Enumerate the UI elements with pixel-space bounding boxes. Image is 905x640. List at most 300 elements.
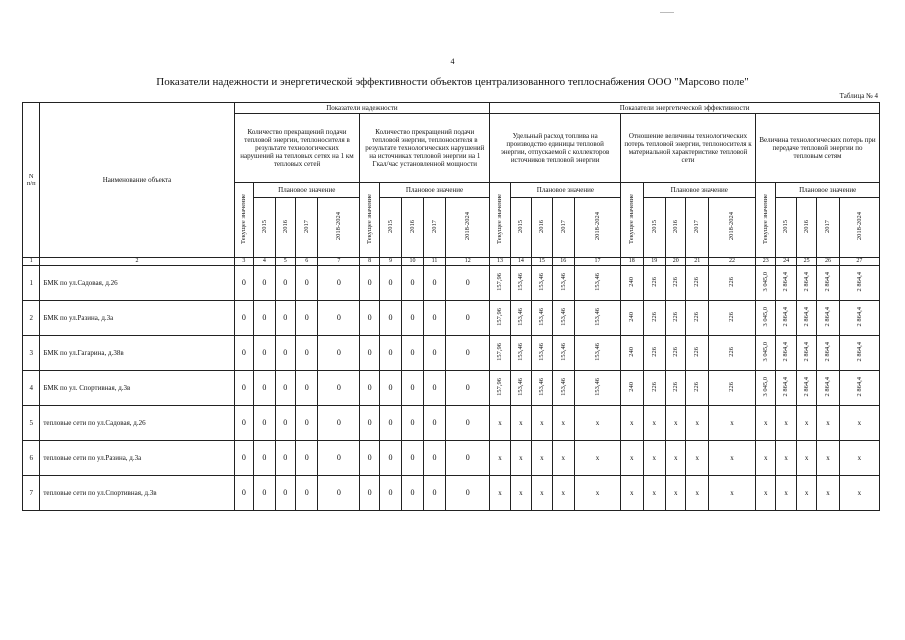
table-row <box>23 441 880 476</box>
value-cell <box>318 371 360 406</box>
value-cell <box>295 476 317 511</box>
value-text: 0 <box>465 278 470 288</box>
year-header <box>275 198 295 258</box>
value-text: 0 <box>432 383 437 393</box>
value-cell <box>402 301 423 336</box>
value-text: 0 <box>336 278 341 288</box>
year-label: 2015 <box>782 219 790 233</box>
value-cell <box>686 301 708 336</box>
value-cell <box>234 266 253 301</box>
value-text: x <box>561 488 566 497</box>
object-name: тепловые сети по ул.Садовая, д.26 <box>40 406 234 441</box>
value-text: 2 864,4 <box>802 342 810 362</box>
value-cell <box>839 266 879 301</box>
value-text: x <box>595 488 600 497</box>
value-text: x <box>804 453 809 462</box>
scan-artifact <box>660 12 674 13</box>
value-text: 2 864,4 <box>824 272 832 292</box>
column-number: 22 <box>708 258 755 266</box>
value-text: x <box>804 488 809 497</box>
value-cell <box>402 371 423 406</box>
value-cell <box>621 336 643 371</box>
value-text: x <box>519 488 523 497</box>
table-row <box>23 406 880 441</box>
value-cell <box>360 336 379 371</box>
value-text: 2 864,4 <box>782 307 790 327</box>
year-header <box>254 198 275 258</box>
value-text: 153,46 <box>538 308 546 326</box>
value-cell <box>275 301 295 336</box>
value-text: 0 <box>367 383 372 393</box>
value-text: 0 <box>432 278 437 288</box>
value-cell <box>708 301 755 336</box>
value-cell <box>490 266 510 301</box>
value-text: 0 <box>388 453 393 463</box>
value-cell <box>490 406 510 441</box>
value-cell <box>839 406 879 441</box>
value-cell <box>510 441 531 476</box>
value-text: 2 864,4 <box>802 377 810 397</box>
value-text: x <box>763 488 768 497</box>
document-title: Показатели надежности и энергетической эффективности объектов централизованного теплоснабжения ООО "Марсово поле" <box>156 76 749 88</box>
value-text: 0 <box>388 488 393 498</box>
value-text: 0 <box>432 313 437 323</box>
object-name: БМК по ул.Садовая, д.26 <box>40 266 234 301</box>
value-text: 153,46 <box>538 273 546 291</box>
value-cell <box>839 441 879 476</box>
value-text: 153,46 <box>559 343 567 361</box>
value-text: 0 <box>262 488 267 498</box>
value-cell <box>708 441 755 476</box>
value-cell <box>275 476 295 511</box>
value-cell <box>666 476 686 511</box>
value-text: 3 045,0 <box>761 342 769 362</box>
column-number: 18 <box>621 258 643 266</box>
value-cell <box>510 476 531 511</box>
value-text: 226 <box>650 312 658 322</box>
planned-value-header: Плановое значение <box>510 183 620 198</box>
year-header <box>708 198 755 258</box>
value-text: 2 864,4 <box>782 342 790 362</box>
current-value-header <box>234 183 253 258</box>
value-cell <box>379 406 401 441</box>
value-text: 0 <box>388 348 393 358</box>
value-cell <box>686 441 708 476</box>
value-text: 2 864,4 <box>855 342 863 362</box>
year-header <box>666 198 686 258</box>
value-cell <box>532 301 552 336</box>
value-text: x <box>804 418 809 427</box>
value-cell <box>275 336 295 371</box>
column-number: 12 <box>446 258 490 266</box>
value-text: 0 <box>304 348 309 358</box>
value-cell <box>776 441 796 476</box>
value-text: 153,46 <box>517 273 525 291</box>
year-header <box>318 198 360 258</box>
value-cell <box>796 371 816 406</box>
value-cell <box>839 476 879 511</box>
column-number: 13 <box>490 258 510 266</box>
value-text: 240 <box>628 382 636 392</box>
value-text: x <box>826 488 830 497</box>
value-cell <box>796 301 816 336</box>
value-text: x <box>540 418 544 427</box>
value-text: 0 <box>241 418 246 428</box>
value-cell <box>686 371 708 406</box>
value-text: 157,96 <box>496 378 504 396</box>
value-cell <box>666 371 686 406</box>
value-cell <box>402 476 423 511</box>
value-text: 0 <box>241 348 246 358</box>
value-cell <box>510 301 531 336</box>
value-text: 0 <box>388 383 393 393</box>
value-text: 0 <box>304 313 309 323</box>
value-text: 0 <box>241 488 246 498</box>
value-cell <box>708 371 755 406</box>
column-number: 4 <box>254 258 275 266</box>
value-cell <box>552 336 574 371</box>
value-text: 153,46 <box>593 378 601 396</box>
value-cell <box>234 301 253 336</box>
value-text: 157,96 <box>496 273 504 291</box>
value-cell <box>839 371 879 406</box>
value-cell <box>552 301 574 336</box>
value-text: 240 <box>628 347 636 357</box>
value-cell <box>295 371 317 406</box>
value-text: x <box>498 488 502 497</box>
value-cell <box>275 441 295 476</box>
value-text: 0 <box>304 418 309 428</box>
value-text: 0 <box>304 383 309 393</box>
value-cell <box>796 476 816 511</box>
indicators-table <box>22 102 880 511</box>
value-cell <box>552 441 574 476</box>
value-cell <box>446 441 490 476</box>
value-text: 2 864,4 <box>802 307 810 327</box>
year-header <box>532 198 552 258</box>
subgroup-4-header: Отношение величины технологических потерь тепловой энергии, теплоносителя к материальной характеристике тепловой сети <box>621 114 756 183</box>
value-cell <box>234 371 253 406</box>
value-text: 0 <box>465 383 470 393</box>
year-label: 2015 <box>517 219 525 233</box>
value-cell <box>755 301 775 336</box>
column-number: 16 <box>552 258 574 266</box>
value-text: 3 045,0 <box>761 272 769 292</box>
value-text: 0 <box>367 418 372 428</box>
value-text: 0 <box>432 348 437 358</box>
value-cell <box>490 476 510 511</box>
value-cell <box>796 266 816 301</box>
value-cell <box>755 336 775 371</box>
value-text: 0 <box>241 278 246 288</box>
value-cell <box>755 406 775 441</box>
value-text: 0 <box>283 453 288 463</box>
row-number: 5 <box>23 406 40 441</box>
value-text: 157,96 <box>496 308 504 326</box>
value-cell <box>510 336 531 371</box>
value-cell <box>379 441 401 476</box>
value-text: 0 <box>388 418 393 428</box>
value-cell <box>490 441 510 476</box>
value-text: 0 <box>465 453 470 463</box>
year-header <box>643 198 665 258</box>
value-cell <box>575 441 621 476</box>
year-header <box>552 198 574 258</box>
value-cell <box>776 476 796 511</box>
value-text: x <box>630 488 634 497</box>
value-text: 226 <box>650 277 658 287</box>
year-header <box>575 198 621 258</box>
value-cell <box>796 336 816 371</box>
value-text: x <box>826 418 830 427</box>
value-cell <box>423 371 445 406</box>
column-number: 6 <box>295 258 317 266</box>
value-text: 0 <box>241 313 246 323</box>
value-cell <box>510 371 531 406</box>
value-cell <box>318 406 360 441</box>
value-cell <box>423 266 445 301</box>
value-cell <box>643 476 665 511</box>
object-name: БМК по ул.Гагарина, д.38в <box>40 336 234 371</box>
value-cell <box>776 336 796 371</box>
value-cell <box>360 441 379 476</box>
value-cell <box>423 441 445 476</box>
table-row <box>23 336 880 371</box>
value-cell <box>708 476 755 511</box>
value-text: x <box>695 418 699 427</box>
year-header <box>839 198 879 258</box>
value-text: x <box>826 453 830 462</box>
value-cell <box>575 371 621 406</box>
year-label: 2018-2024 <box>855 212 863 241</box>
value-text: 226 <box>728 277 736 287</box>
value-text: 226 <box>728 382 736 392</box>
column-number: 15 <box>532 258 552 266</box>
value-text: 0 <box>465 313 470 323</box>
value-cell <box>234 406 253 441</box>
subgroup-1-header: Количество прекращений подачи тепловой энергии, теплоносителя в результате технологических нарушений на тепловых сетях на 1 км тепловых сетей <box>234 114 360 183</box>
subgroup-5-header: Величина технологических потерь при передаче тепловой энергии по тепловым сетям <box>755 114 879 183</box>
value-cell <box>817 371 839 406</box>
value-cell <box>379 301 401 336</box>
value-cell <box>532 336 552 371</box>
value-text: 0 <box>367 348 372 358</box>
year-label: 2016 <box>408 219 416 233</box>
object-name: БМК по ул. Спортивная, д.3в <box>40 371 234 406</box>
value-cell <box>360 301 379 336</box>
table-row <box>23 476 880 511</box>
value-text: 0 <box>336 348 341 358</box>
value-cell <box>318 301 360 336</box>
value-cell <box>379 371 401 406</box>
value-cell <box>254 476 275 511</box>
value-text: 0 <box>262 348 267 358</box>
value-cell <box>621 476 643 511</box>
value-text: 240 <box>628 312 636 322</box>
planned-value-header: Плановое значение <box>379 183 489 198</box>
value-text: 0 <box>410 418 415 428</box>
value-text: 0 <box>367 488 372 498</box>
value-cell <box>423 336 445 371</box>
value-cell <box>532 266 552 301</box>
table-label: Таблица № 4 <box>839 92 878 100</box>
value-cell <box>708 266 755 301</box>
current-value-label: Текущее значение <box>761 193 769 244</box>
value-text: 226 <box>693 312 701 322</box>
value-cell <box>839 336 879 371</box>
column-number: 24 <box>776 258 796 266</box>
value-text: 0 <box>336 383 341 393</box>
value-text: 0 <box>283 313 288 323</box>
value-text: 0 <box>336 313 341 323</box>
value-text: 0 <box>283 348 288 358</box>
current-value-label: Текущее значение <box>496 193 504 244</box>
value-cell <box>817 336 839 371</box>
value-cell <box>666 441 686 476</box>
column-number: 8 <box>360 258 379 266</box>
column-number: 5 <box>275 258 295 266</box>
value-cell <box>360 371 379 406</box>
value-cell <box>817 476 839 511</box>
value-text: 3 045,0 <box>761 377 769 397</box>
object-name: БМК по ул.Разина, д.3а <box>40 301 234 336</box>
row-number: 2 <box>23 301 40 336</box>
year-label: 2016 <box>672 219 679 233</box>
value-text: 153,46 <box>517 343 525 361</box>
year-header <box>796 198 816 258</box>
value-cell <box>643 406 665 441</box>
value-text: 226 <box>672 312 679 322</box>
value-text: 0 <box>465 418 470 428</box>
value-text: 226 <box>650 347 658 357</box>
value-cell <box>318 336 360 371</box>
value-text: 226 <box>728 347 736 357</box>
value-text: 157,96 <box>496 343 504 361</box>
value-text: 2 864,4 <box>802 272 810 292</box>
value-cell <box>446 371 490 406</box>
year-header <box>510 198 531 258</box>
value-text: 0 <box>241 453 246 463</box>
value-cell <box>360 476 379 511</box>
value-text: x <box>784 453 788 462</box>
year-header <box>295 198 317 258</box>
value-cell <box>446 301 490 336</box>
value-text: 0 <box>410 313 415 323</box>
value-cell <box>643 441 665 476</box>
page-number: 4 <box>450 57 455 66</box>
value-text: 0 <box>410 383 415 393</box>
value-text: 0 <box>304 453 309 463</box>
value-cell <box>275 371 295 406</box>
value-cell <box>666 266 686 301</box>
value-text: 0 <box>304 488 309 498</box>
value-cell <box>446 266 490 301</box>
value-text: 0 <box>336 418 341 428</box>
value-text: 0 <box>410 488 415 498</box>
value-text: 0 <box>336 453 341 463</box>
value-text: 153,46 <box>593 308 601 326</box>
value-text: 153,46 <box>517 308 525 326</box>
value-cell <box>755 266 775 301</box>
value-cell <box>234 441 253 476</box>
value-cell <box>446 336 490 371</box>
year-label: 2018-2024 <box>464 212 471 241</box>
value-cell <box>643 266 665 301</box>
column-number: 19 <box>643 258 665 266</box>
value-cell <box>532 371 552 406</box>
column-number: 9 <box>379 258 401 266</box>
value-cell <box>446 406 490 441</box>
planned-value-header: Плановое значение <box>776 183 880 198</box>
value-cell <box>575 406 621 441</box>
object-name: тепловые сети по ул.Разина, д.3а <box>40 441 234 476</box>
value-cell <box>402 266 423 301</box>
value-text: x <box>540 453 544 462</box>
value-cell <box>379 476 401 511</box>
value-cell <box>490 301 510 336</box>
column-number: 17 <box>575 258 621 266</box>
column-number: 14 <box>510 258 531 266</box>
column-number: 26 <box>817 258 839 266</box>
value-text: x <box>652 453 657 462</box>
value-cell <box>755 371 775 406</box>
value-text: x <box>595 453 600 462</box>
value-text: x <box>695 488 699 497</box>
value-text: x <box>561 453 566 462</box>
value-text: 153,46 <box>559 273 567 291</box>
value-cell <box>532 476 552 511</box>
value-cell <box>621 266 643 301</box>
year-header <box>817 198 839 258</box>
value-text: 0 <box>388 313 393 323</box>
value-cell <box>446 476 490 511</box>
value-cell <box>686 266 708 301</box>
year-label: 2015 <box>260 219 268 233</box>
year-header <box>379 198 401 258</box>
current-value-label: Текущее значение <box>628 193 636 244</box>
value-text: 226 <box>672 277 679 287</box>
value-text: 226 <box>693 347 701 357</box>
value-cell <box>510 406 531 441</box>
value-text: x <box>695 453 699 462</box>
year-label: 2016 <box>281 219 289 233</box>
col-name-header: Наименование объекта <box>40 103 234 258</box>
value-cell <box>575 476 621 511</box>
value-cell <box>402 441 423 476</box>
value-cell <box>839 301 879 336</box>
value-text: x <box>730 418 734 427</box>
value-cell <box>708 406 755 441</box>
value-cell <box>275 406 295 441</box>
value-text: 226 <box>672 347 679 357</box>
value-text: 2 864,4 <box>855 272 863 292</box>
value-text: x <box>561 418 566 427</box>
column-number: 11 <box>423 258 445 266</box>
value-cell <box>575 266 621 301</box>
reliability-group-header: Показатели надежности <box>234 103 490 114</box>
value-cell <box>575 301 621 336</box>
year-label: 2017 <box>559 219 567 233</box>
value-text: 0 <box>410 278 415 288</box>
value-text: 2 864,4 <box>824 342 832 362</box>
value-text: 0 <box>367 453 372 463</box>
value-text: 0 <box>283 278 288 288</box>
column-number: 21 <box>686 258 708 266</box>
value-text: 153,46 <box>559 378 567 396</box>
row-number: 6 <box>23 441 40 476</box>
planned-value-header: Плановое значение <box>254 183 360 198</box>
value-text: 0 <box>262 418 267 428</box>
